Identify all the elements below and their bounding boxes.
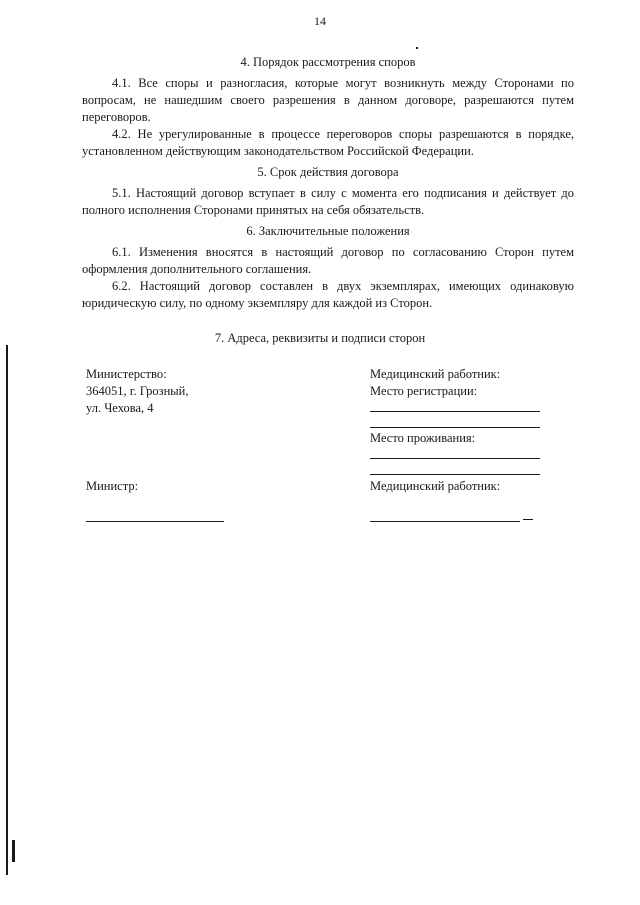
section-7-heading: 7. Адреса, реквизиты и подписи сторон bbox=[214, 331, 426, 345]
right-signatory-label: Медицинский работник: bbox=[370, 479, 501, 493]
clause-6-1: 6.1. Изменения вносятся в настоящий договор по согласованию Сторон путем оформления дополнительного соглашения. bbox=[82, 245, 574, 276]
clause-5-1: 5.1. Настоящий договор вступает в силу с момента его подписания и действует до полного исполнения Сторонами принятых на себя обязательств. bbox=[82, 186, 574, 217]
section-4 bbox=[82, 54, 574, 160]
worker-signature-line[interactable] bbox=[370, 521, 520, 522]
scan-edge-tick bbox=[12, 840, 15, 862]
party-right-block bbox=[370, 366, 500, 400]
section-5-heading: 5. Срок действия договора bbox=[257, 165, 399, 179]
document-body bbox=[82, 54, 574, 316]
residence-line-1[interactable] bbox=[370, 458, 540, 459]
residence-line-2[interactable] bbox=[370, 474, 540, 475]
section-6-heading: 6. Заключительные положения bbox=[246, 224, 410, 238]
minister-signature-line[interactable] bbox=[86, 521, 224, 522]
party-right-name: Медицинский работник: bbox=[370, 367, 501, 381]
clause-4-1: 4.1. Все споры и разногласия, которые могут возникнуть между Сторонами по вопросам, не нашедшим своего разрешения в данном договоре, разрешаются путем переговоров. bbox=[82, 76, 574, 124]
worker-signature-line-tail bbox=[523, 519, 533, 520]
party-left-address-2: ул. Чехова, 4 bbox=[86, 401, 154, 415]
registration-line-2[interactable] bbox=[370, 427, 540, 428]
scan-edge-mark bbox=[6, 345, 8, 875]
clause-6-2: 6.2. Настоящий договор составлен в двух экземплярах, имеющих одинаковую юридическую силу, по одному экземпляру для каждой из Сторон. bbox=[82, 279, 574, 310]
clause-4-2: 4.2. Не урегулированные в процессе переговоров споры разрешаются в порядке, установленном действующим законодательством Российской Федерации. bbox=[82, 127, 574, 158]
section-5 bbox=[82, 164, 574, 219]
residence-label: Место проживания: bbox=[370, 431, 476, 445]
party-left-name: Министерство: bbox=[86, 367, 167, 381]
registration-label: Место регистрации: bbox=[370, 384, 478, 398]
registration-line-1[interactable] bbox=[370, 411, 540, 412]
stray-dot bbox=[416, 47, 418, 49]
page-number: 14 bbox=[314, 14, 326, 28]
party-left-address-1: 364051, г. Грозный, bbox=[86, 384, 189, 398]
left-signatory-label: Министр: bbox=[86, 479, 139, 493]
party-left-block bbox=[86, 366, 189, 417]
section-4-heading: 4. Порядок рассмотрения споров bbox=[240, 55, 416, 69]
section-6 bbox=[82, 223, 574, 312]
